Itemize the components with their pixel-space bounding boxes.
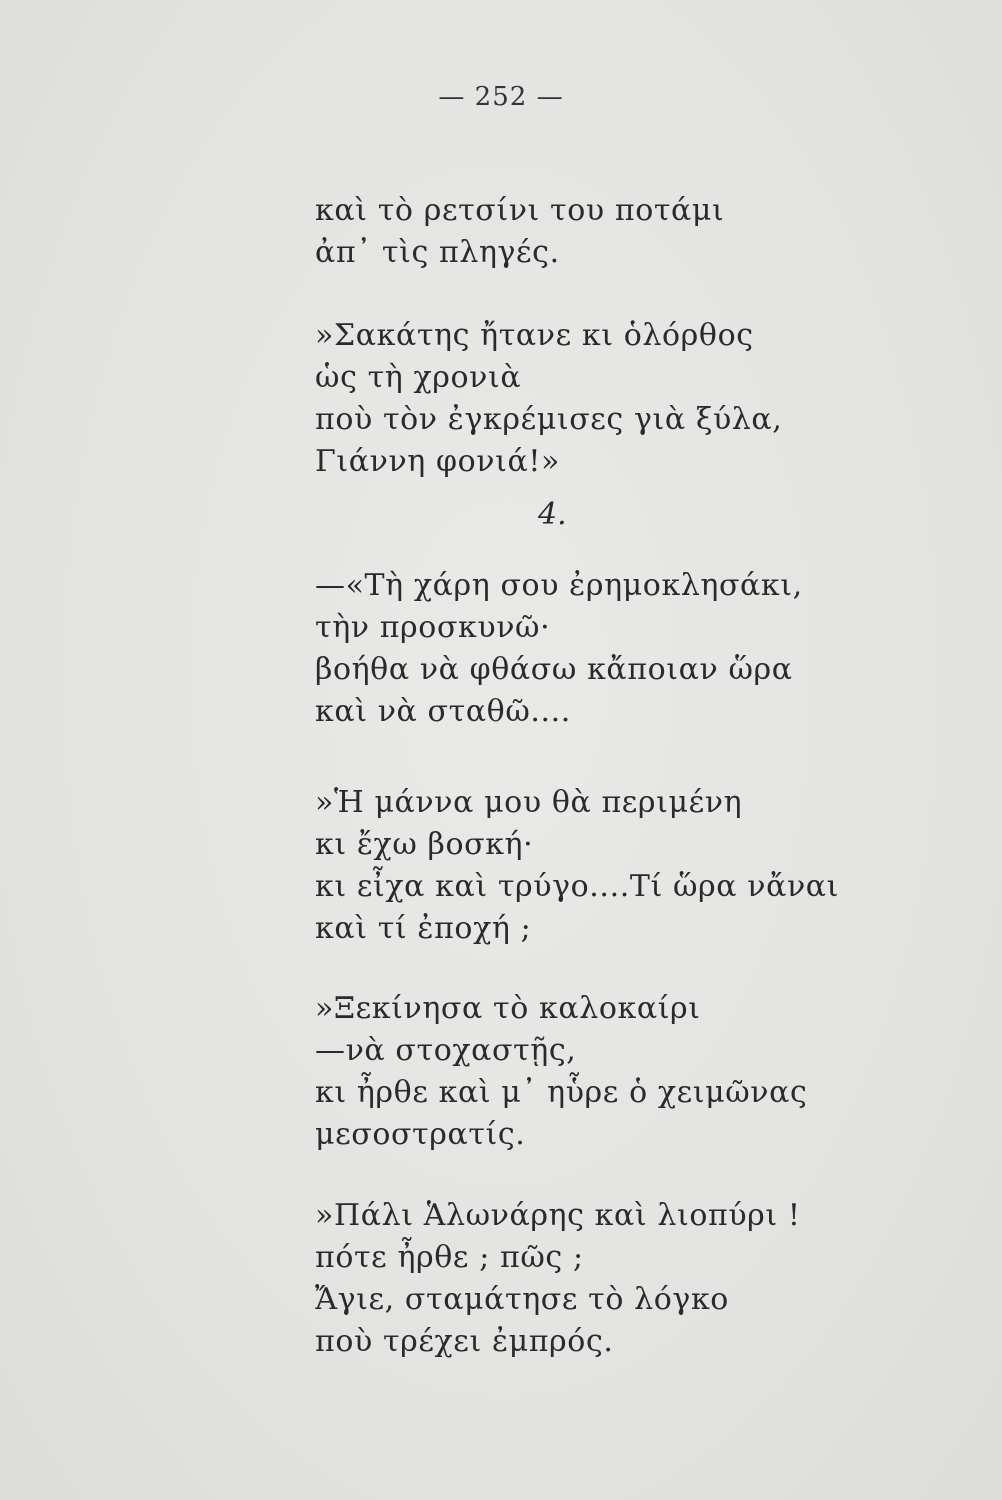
stanza-4 (315, 782, 839, 950)
verse-line: »Σακάτης ἤτανε κι ὁλόρθος (315, 318, 754, 353)
verse-line: καὶ τί ἐποχή ; (315, 911, 532, 946)
verse-line: κι εἶχα καὶ τρύγο....Τί ὥρα νἄναι (315, 869, 839, 904)
verse-line: —«Τὴ χάρη σου ἐρημοκλησάκι, (315, 568, 803, 603)
verse-line: τὴν προσκυνῶ· (315, 610, 551, 645)
verse-line: »Ἡ μάννα μου θὰ περιμένη (315, 785, 743, 820)
verse-line: ποὺ τὸν ἐγκρέμισες γιὰ ξύλα, (315, 402, 783, 437)
verse-line: Ἄγιε, σταμάτησε τὸ λόγκο (315, 1282, 729, 1317)
verse-line: ὡς τὴ χρονιὰ (315, 360, 522, 395)
stanza-6 (315, 1195, 801, 1363)
verse-line: βοήθα νὰ φθάσω κἄποιαν ὥρα (315, 652, 793, 687)
verse-line: ποὺ τρέχει ἐμπρός. (315, 1324, 614, 1359)
verse-line: Γιάννη φονιά!» (315, 444, 560, 479)
verse-line: ἀπ᾽ τὶς πληγές. (315, 235, 560, 270)
verse-line: »Ξεκίνησα τὸ καλοκαίρι (315, 991, 701, 1026)
verse-line: πότε ἦρθε ; πῶς ; (315, 1240, 584, 1275)
verse-line: καὶ νὰ σταθῶ.... (315, 694, 571, 729)
verse-line: —νὰ στοχαστῇς, (315, 1033, 577, 1068)
verse-line: μεσοστρατίς. (315, 1117, 526, 1152)
page-number: — 252 — (438, 82, 564, 112)
verse-line: κι ἦρθε καὶ μ᾽ ηὗρε ὁ χειμῶνας (315, 1075, 808, 1110)
verse-line: »Πάλι Ἁλωνάρης καὶ λιοπύρι ! (315, 1198, 801, 1233)
verse-line: καὶ τὸ ρετσίνι του ποτάμι (315, 193, 725, 228)
verse-line: κι ἔχω βοσκή· (315, 827, 534, 862)
section-number: 4. (538, 497, 567, 532)
stanza-3 (315, 565, 803, 733)
stanza-1 (315, 190, 724, 274)
stanza-5 (315, 988, 807, 1156)
stanza-2 (315, 315, 782, 483)
